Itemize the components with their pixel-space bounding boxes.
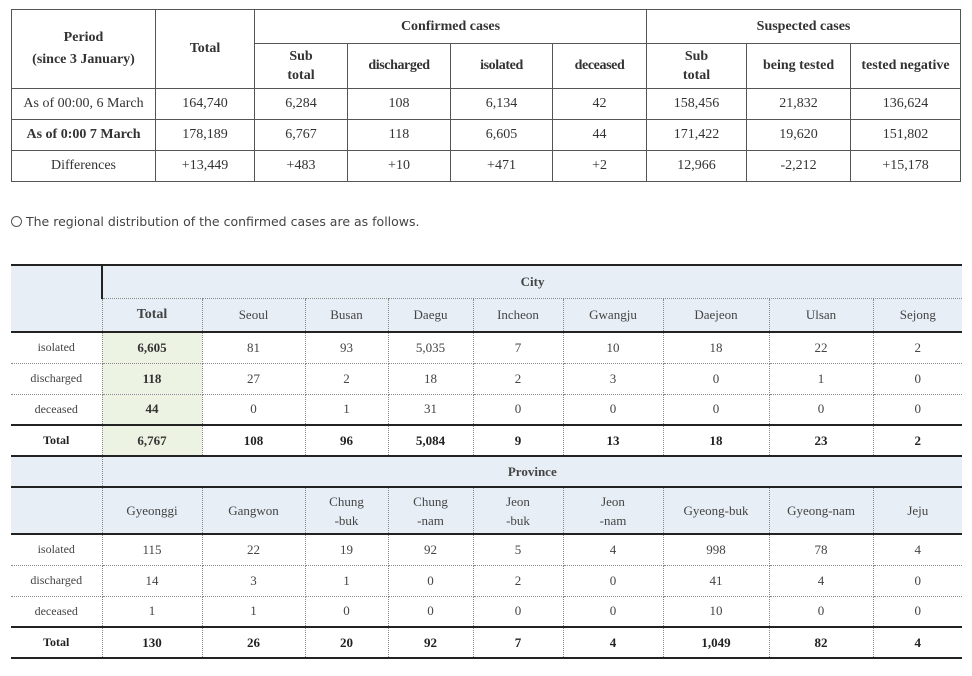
- city-cell: 5,084: [388, 425, 473, 456]
- city-cell: 0: [873, 394, 962, 425]
- province-name: Jeju: [907, 503, 929, 518]
- province-name-suffix: -buk: [334, 512, 359, 528]
- province-cell: 2: [473, 565, 563, 596]
- city-header-row: [11, 298, 962, 332]
- province-row-deceased: [11, 596, 962, 627]
- province-cell: 1,049: [663, 627, 769, 658]
- city-row-discharged: [11, 363, 962, 394]
- province-cell: 0: [563, 565, 663, 596]
- period-cell: As of 0:00 7 March: [12, 120, 156, 151]
- city-cell: 0: [873, 363, 962, 394]
- province-name: Gyeonggi: [126, 503, 178, 518]
- province-cell: 0: [305, 596, 388, 627]
- summary-row: [12, 151, 961, 182]
- city-cell: 31: [388, 394, 473, 425]
- row-label: Total: [11, 627, 102, 658]
- isolated-cell: 6,134: [451, 89, 553, 120]
- row-label: isolated: [11, 534, 102, 565]
- being-tested-cell: 19,620: [747, 120, 851, 151]
- province-cell: 0: [563, 596, 663, 627]
- row-label-header: [11, 487, 102, 534]
- city-header-sejong: Sejong: [873, 298, 962, 332]
- city-cell: 0: [202, 394, 305, 425]
- city-cell: 96: [305, 425, 388, 456]
- discharged-cell: 108: [348, 89, 451, 120]
- suspected-subtotal-cell: 12,966: [647, 151, 747, 182]
- row-label: discharged: [11, 363, 102, 394]
- province-name: Chung: [329, 493, 364, 509]
- province-header: [473, 487, 563, 534]
- isolated-cell: +471: [451, 151, 553, 182]
- city-header-ulsan: Ulsan: [769, 298, 873, 332]
- province-header: [202, 487, 305, 534]
- province-cell: 1: [202, 596, 305, 627]
- city-cell: 13: [563, 425, 663, 456]
- discharged-cell: 118: [348, 120, 451, 151]
- subtotal-line1: Sub: [684, 48, 709, 64]
- city-title: City: [102, 265, 962, 298]
- city-header-gwangju: Gwangju: [563, 298, 663, 332]
- province-cell: 115: [102, 534, 202, 565]
- province-header: [305, 487, 388, 534]
- province-cell: 0: [873, 596, 962, 627]
- period-cell: As of 00:00, 6 March: [12, 89, 156, 120]
- confirmed-subtotal-cell: 6,767: [255, 120, 348, 151]
- city-cell: 108: [202, 425, 305, 456]
- city-cell: 18: [663, 332, 769, 363]
- province-name: Jeon: [506, 493, 530, 509]
- total-cell: 164,740: [156, 89, 255, 120]
- province-cell: 130: [102, 627, 202, 658]
- regional-table: [11, 264, 962, 659]
- province-cell: 4: [873, 534, 962, 565]
- city-cell: 2: [305, 363, 388, 394]
- province-cell: 4: [769, 565, 873, 596]
- city-cell: 2: [873, 425, 962, 456]
- city-band-row: [11, 265, 962, 298]
- period-header-line1: Period: [63, 30, 104, 45]
- row-label: discharged: [11, 565, 102, 596]
- city-cell: 0: [663, 394, 769, 425]
- suspected-subtotal-cell: 171,422: [647, 120, 747, 151]
- city-cell: 0: [663, 363, 769, 394]
- province-cell: 82: [769, 627, 873, 658]
- province-name: Chung: [413, 493, 448, 509]
- province-cell: 14: [102, 565, 202, 596]
- city-cell: 0: [563, 394, 663, 425]
- province-cell: 78: [769, 534, 873, 565]
- province-name: Gyeong-nam: [787, 503, 855, 518]
- province-header: [663, 487, 769, 534]
- province-title: Province: [102, 456, 962, 487]
- city-total-cell: 44: [102, 394, 202, 425]
- regional-note-text: The regional distribution of the confirmed cases are as follows.: [26, 214, 420, 229]
- province-header: [563, 487, 663, 534]
- province-name-suffix: -nam: [599, 512, 627, 528]
- province-header: [102, 487, 202, 534]
- province-cell: 3: [202, 565, 305, 596]
- province-header: [769, 487, 873, 534]
- discharged-cell: +10: [348, 151, 451, 182]
- province-cell: 1: [102, 596, 202, 627]
- province-cell: 10: [663, 596, 769, 627]
- being-tested-cell: 21,832: [747, 89, 851, 120]
- province-cell: 0: [473, 596, 563, 627]
- province-cell: 92: [388, 534, 473, 565]
- province-cell: 7: [473, 627, 563, 658]
- circle-bullet-icon: [11, 216, 22, 227]
- province-header: [388, 487, 473, 534]
- city-row-deceased: [11, 394, 962, 425]
- isolated-header: isolated: [451, 44, 553, 89]
- city-cell: 10: [563, 332, 663, 363]
- band-spacer: [11, 265, 102, 298]
- province-cell: 1: [305, 565, 388, 596]
- city-row-total: [11, 425, 962, 456]
- city-row-isolated: [11, 332, 962, 363]
- total-header: Total: [156, 10, 255, 89]
- deceased-cell: 44: [553, 120, 647, 151]
- province-row-total: [11, 627, 962, 658]
- city-cell: 9: [473, 425, 563, 456]
- city-cell: 22: [769, 332, 873, 363]
- city-cell: 18: [388, 363, 473, 394]
- summary-row: [12, 89, 961, 120]
- city-header-incheon: Incheon: [473, 298, 563, 332]
- city-total-cell: 6,605: [102, 332, 202, 363]
- province-cell: 4: [563, 627, 663, 658]
- city-cell: 23: [769, 425, 873, 456]
- province-cell: 19: [305, 534, 388, 565]
- row-label: Total: [11, 425, 102, 456]
- city-header-seoul: Seoul: [202, 298, 305, 332]
- province-name-suffix: -nam: [417, 512, 444, 528]
- city-cell: 93: [305, 332, 388, 363]
- subtotal-line2: total: [682, 67, 711, 83]
- city-cell: 27: [202, 363, 305, 394]
- province-cell: 4: [873, 627, 962, 658]
- tested-negative-cell: 136,624: [851, 89, 961, 120]
- subtotal-line2: total: [287, 67, 315, 83]
- tested-negative-cell: 151,802: [851, 120, 961, 151]
- province-cell: 41: [663, 565, 769, 596]
- summary-table: [11, 9, 961, 182]
- city-cell: 0: [473, 394, 563, 425]
- province-header-row: [11, 487, 962, 534]
- isolated-cell: 6,605: [451, 120, 553, 151]
- total-header: Total: [102, 298, 202, 332]
- deceased-cell: +2: [553, 151, 647, 182]
- suspected-subtotal-header: [647, 44, 747, 89]
- city-cell: 7: [473, 332, 563, 363]
- province-cell: 5: [473, 534, 563, 565]
- province-name: Gangwon: [228, 503, 279, 518]
- suspected-header: Suspected cases: [647, 10, 961, 44]
- confirmed-header: Confirmed cases: [255, 10, 647, 44]
- city-cell: 3: [563, 363, 663, 394]
- province-cell: 0: [388, 565, 473, 596]
- city-header-daejeon: Daejeon: [663, 298, 769, 332]
- confirmed-subtotal-header: [255, 44, 348, 89]
- subtotal-line1: Sub: [289, 48, 313, 64]
- province-name: Gyeong-buk: [683, 503, 749, 518]
- province-cell: 0: [388, 596, 473, 627]
- province-cell: 22: [202, 534, 305, 565]
- province-cell: 0: [873, 565, 962, 596]
- city-header-daegu: Daegu: [388, 298, 473, 332]
- tested-negative-header: tested negative: [851, 44, 961, 89]
- being-tested-cell: -2,212: [747, 151, 851, 182]
- tested-negative-cell: +15,178: [851, 151, 961, 182]
- row-label-header: [11, 298, 102, 332]
- province-cell: 20: [305, 627, 388, 658]
- being-tested-header: being tested: [747, 44, 851, 89]
- city-cell: 81: [202, 332, 305, 363]
- province-name: Jeon: [601, 493, 625, 509]
- row-label: deceased: [11, 394, 102, 425]
- city-total-cell: 118: [102, 363, 202, 394]
- discharged-header: discharged: [348, 44, 451, 89]
- province-name-suffix: -buk: [506, 512, 530, 528]
- province-cell: 4: [563, 534, 663, 565]
- province-band-row: [11, 456, 962, 487]
- total-cell: 178,189: [156, 120, 255, 151]
- confirmed-subtotal-cell: 6,284: [255, 89, 348, 120]
- province-cell: 26: [202, 627, 305, 658]
- city-total-cell: 6,767: [102, 425, 202, 456]
- row-label: deceased: [11, 596, 102, 627]
- province-cell: 92: [388, 627, 473, 658]
- row-label: isolated: [11, 332, 102, 363]
- city-header-busan: Busan: [305, 298, 388, 332]
- period-header-line2: (since 3 January): [32, 52, 135, 67]
- band-spacer: [11, 456, 102, 487]
- deceased-cell: 42: [553, 89, 647, 120]
- city-cell: 1: [305, 394, 388, 425]
- province-cell: 998: [663, 534, 769, 565]
- province-row-isolated: [11, 534, 962, 565]
- city-cell: 2: [473, 363, 563, 394]
- province-header: [873, 487, 962, 534]
- province-row-discharged: [11, 565, 962, 596]
- period-cell: Differences: [12, 151, 156, 182]
- suspected-subtotal-cell: 158,456: [647, 89, 747, 120]
- city-cell: 2: [873, 332, 962, 363]
- total-cell: +13,449: [156, 151, 255, 182]
- city-cell: 0: [769, 394, 873, 425]
- period-header: [12, 10, 156, 89]
- summary-row: [12, 120, 961, 151]
- regional-note: [11, 214, 420, 229]
- city-cell: 18: [663, 425, 769, 456]
- city-cell: 1: [769, 363, 873, 394]
- province-cell: 0: [769, 596, 873, 627]
- city-cell: 5,035: [388, 332, 473, 363]
- confirmed-subtotal-cell: +483: [255, 151, 348, 182]
- deceased-header: deceased: [553, 44, 647, 89]
